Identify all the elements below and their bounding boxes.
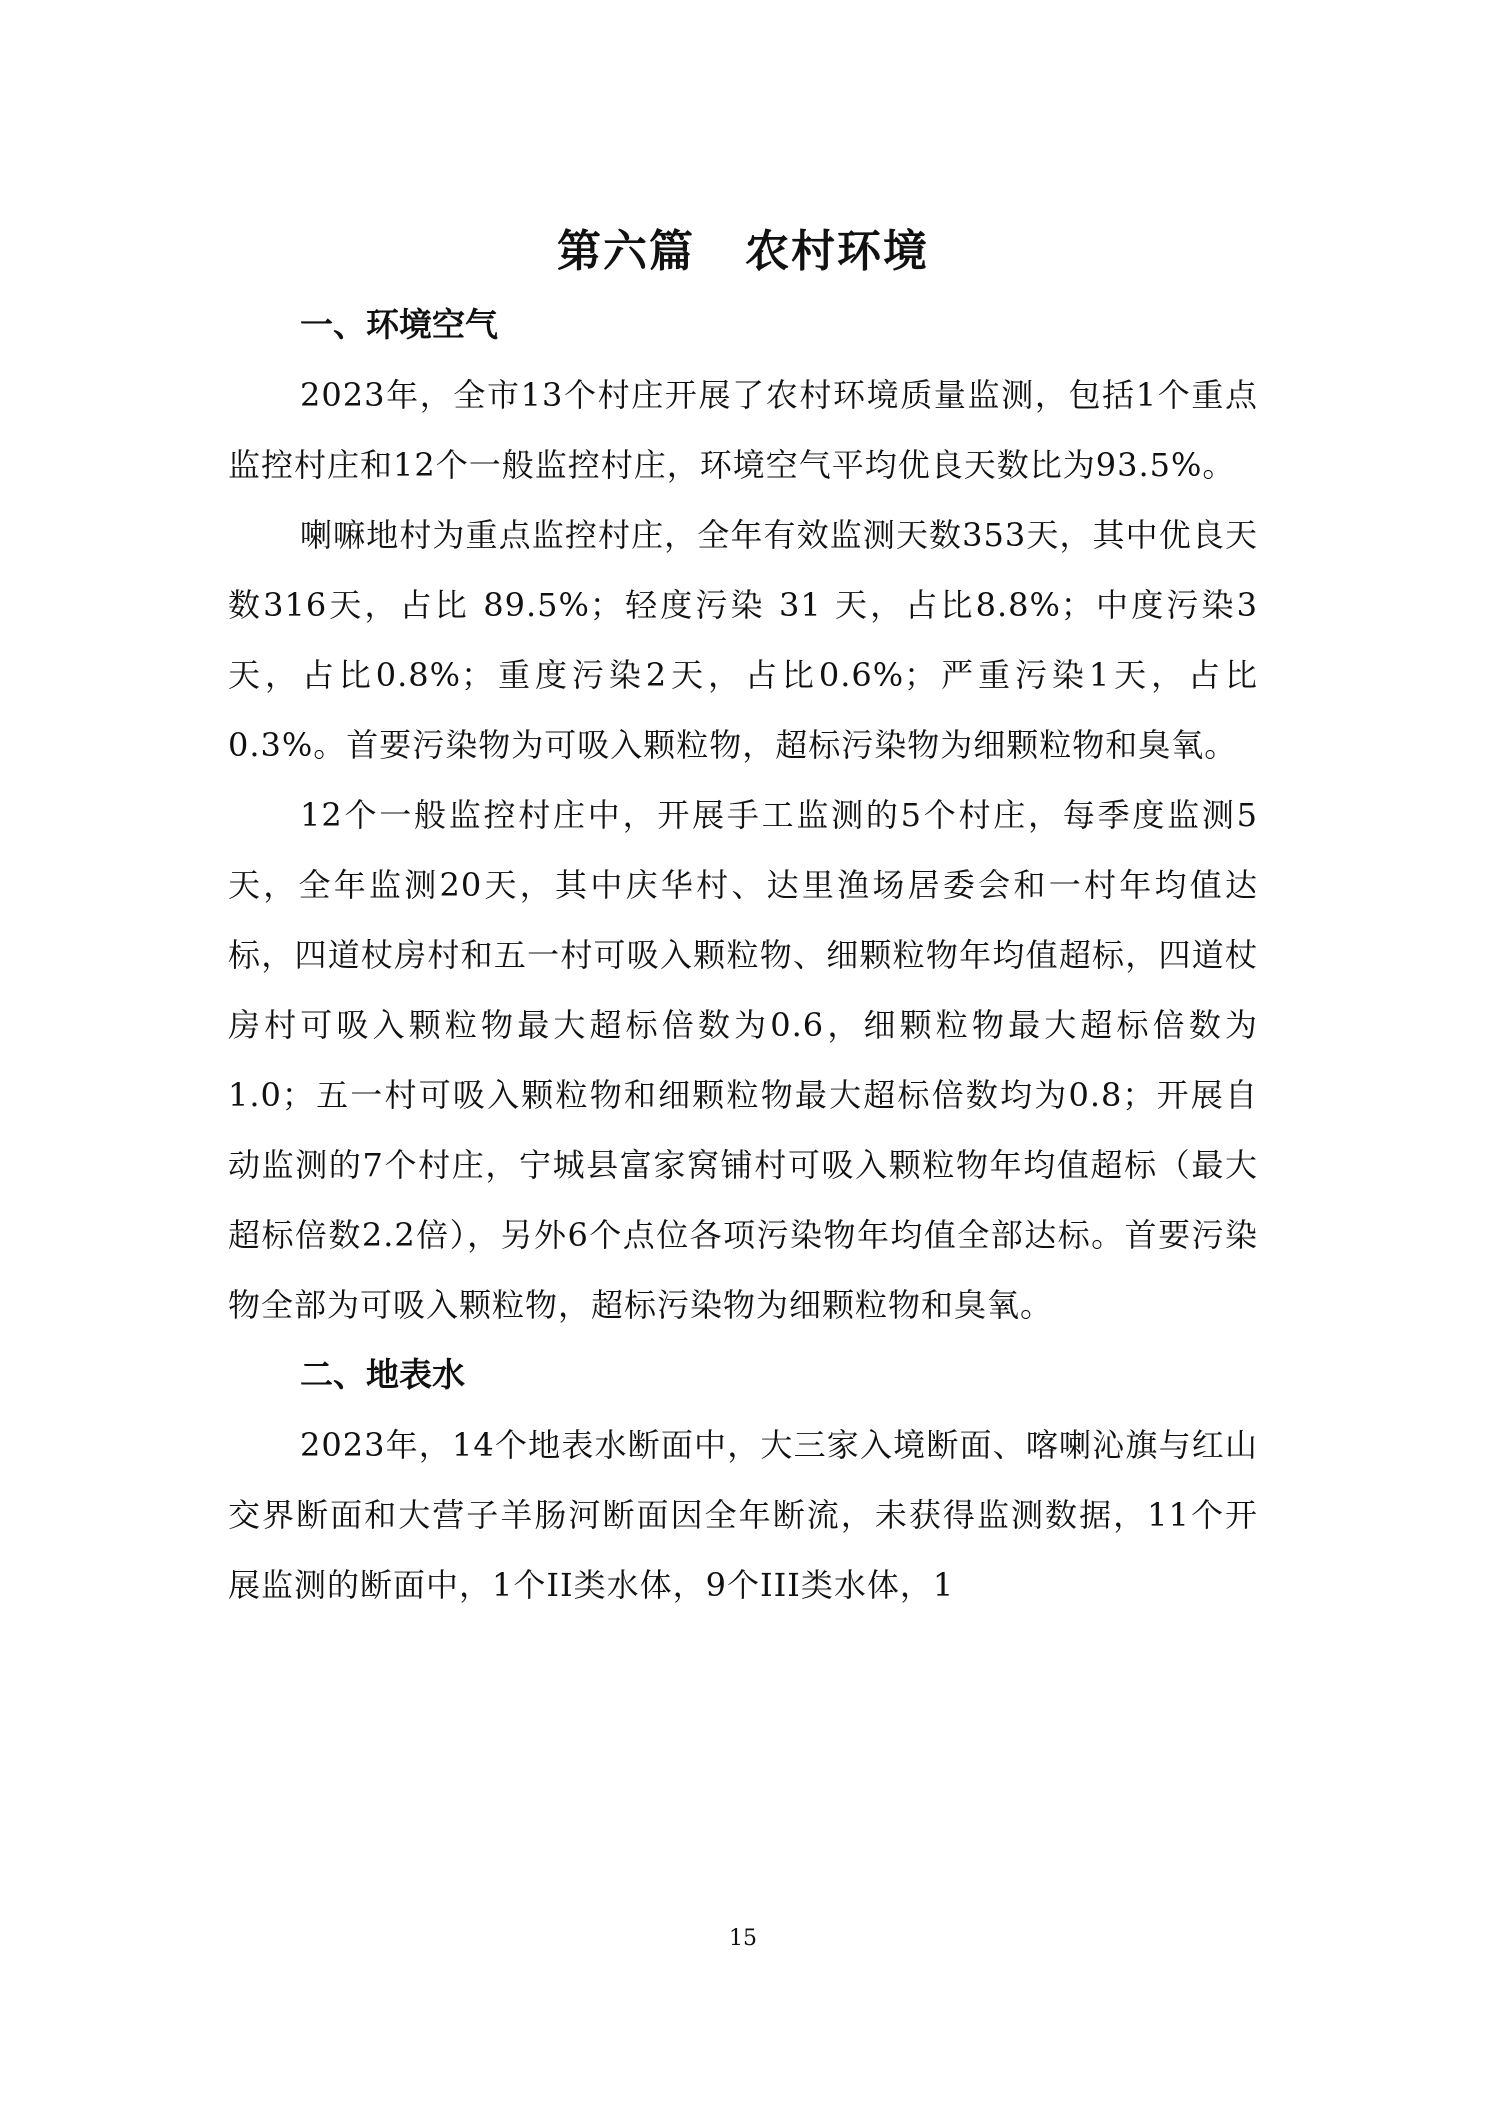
page-title xyxy=(0,222,1486,282)
section-surface-water xyxy=(228,1340,1258,1620)
paragraph-air-overview: 2023年，全市13个村庄开展了农村环境质量监测，包括1个重点监控村庄和12个一般监控村庄，环境空气平均优良天数比为93.5%。 xyxy=(228,376,1258,484)
document-body xyxy=(228,290,1258,1620)
section-heading-air: 一、环境空气 xyxy=(300,305,498,344)
paragraph-surface-water-overview: 2023年，14个地表水断面中，大三家入境断面、喀喇沁旗与红山交界断面和大营子羊肠河断面因全年断流，未获得监测数据，11个开展监测的断面中，1个II类水体，9个III类水体，1 xyxy=(228,1426,1258,1604)
paragraph-air-general-villages: 12个一般监控村庄中，开展手工监测的5个村庄，每季度监测5天，全年监测20天，其中庆华村、达里渔场居委会和一村年均值达标，四道杖房村和五一村可吸入颗粒物、细颗粒物年均值超标，四道杖房村可吸入颗粒物最大超标倍数为0.6，细颗粒物最大超标倍数为1.0；五一村可吸入颗粒物和细颗粒物最大超标倍数均为0.8；开展自动监测的7个村庄，宁城县富家窝铺村可吸入颗粒物年均值超标（最大超标倍数2.2倍），另外6个点位各项污染物年均值全部达标。首要污染物全部为可吸入颗粒物，超标污染物为细颗粒物和臭氧。 xyxy=(228,796,1258,1324)
section-heading-surface-water: 二、地表水 xyxy=(300,1355,465,1394)
page-number: 15 xyxy=(729,1926,757,1951)
title-part: 第六篇 xyxy=(557,226,695,277)
title-name: 农村环境 xyxy=(745,226,929,277)
section-air xyxy=(228,290,1258,1340)
paragraph-air-key-village: 喇嘛地村为重点监控村庄，全年有效监测天数353天，其中优良天数316天，占比 89.5%；轻度污染 31 天，占比8.8%；中度污染3天，占比0.8%；重度污染2天，占比0.6%；严重污染1天，占比 0.3%。首要污染物为可吸入颗粒物，超标污染物为细颗粒物和臭氧。 xyxy=(228,516,1258,764)
